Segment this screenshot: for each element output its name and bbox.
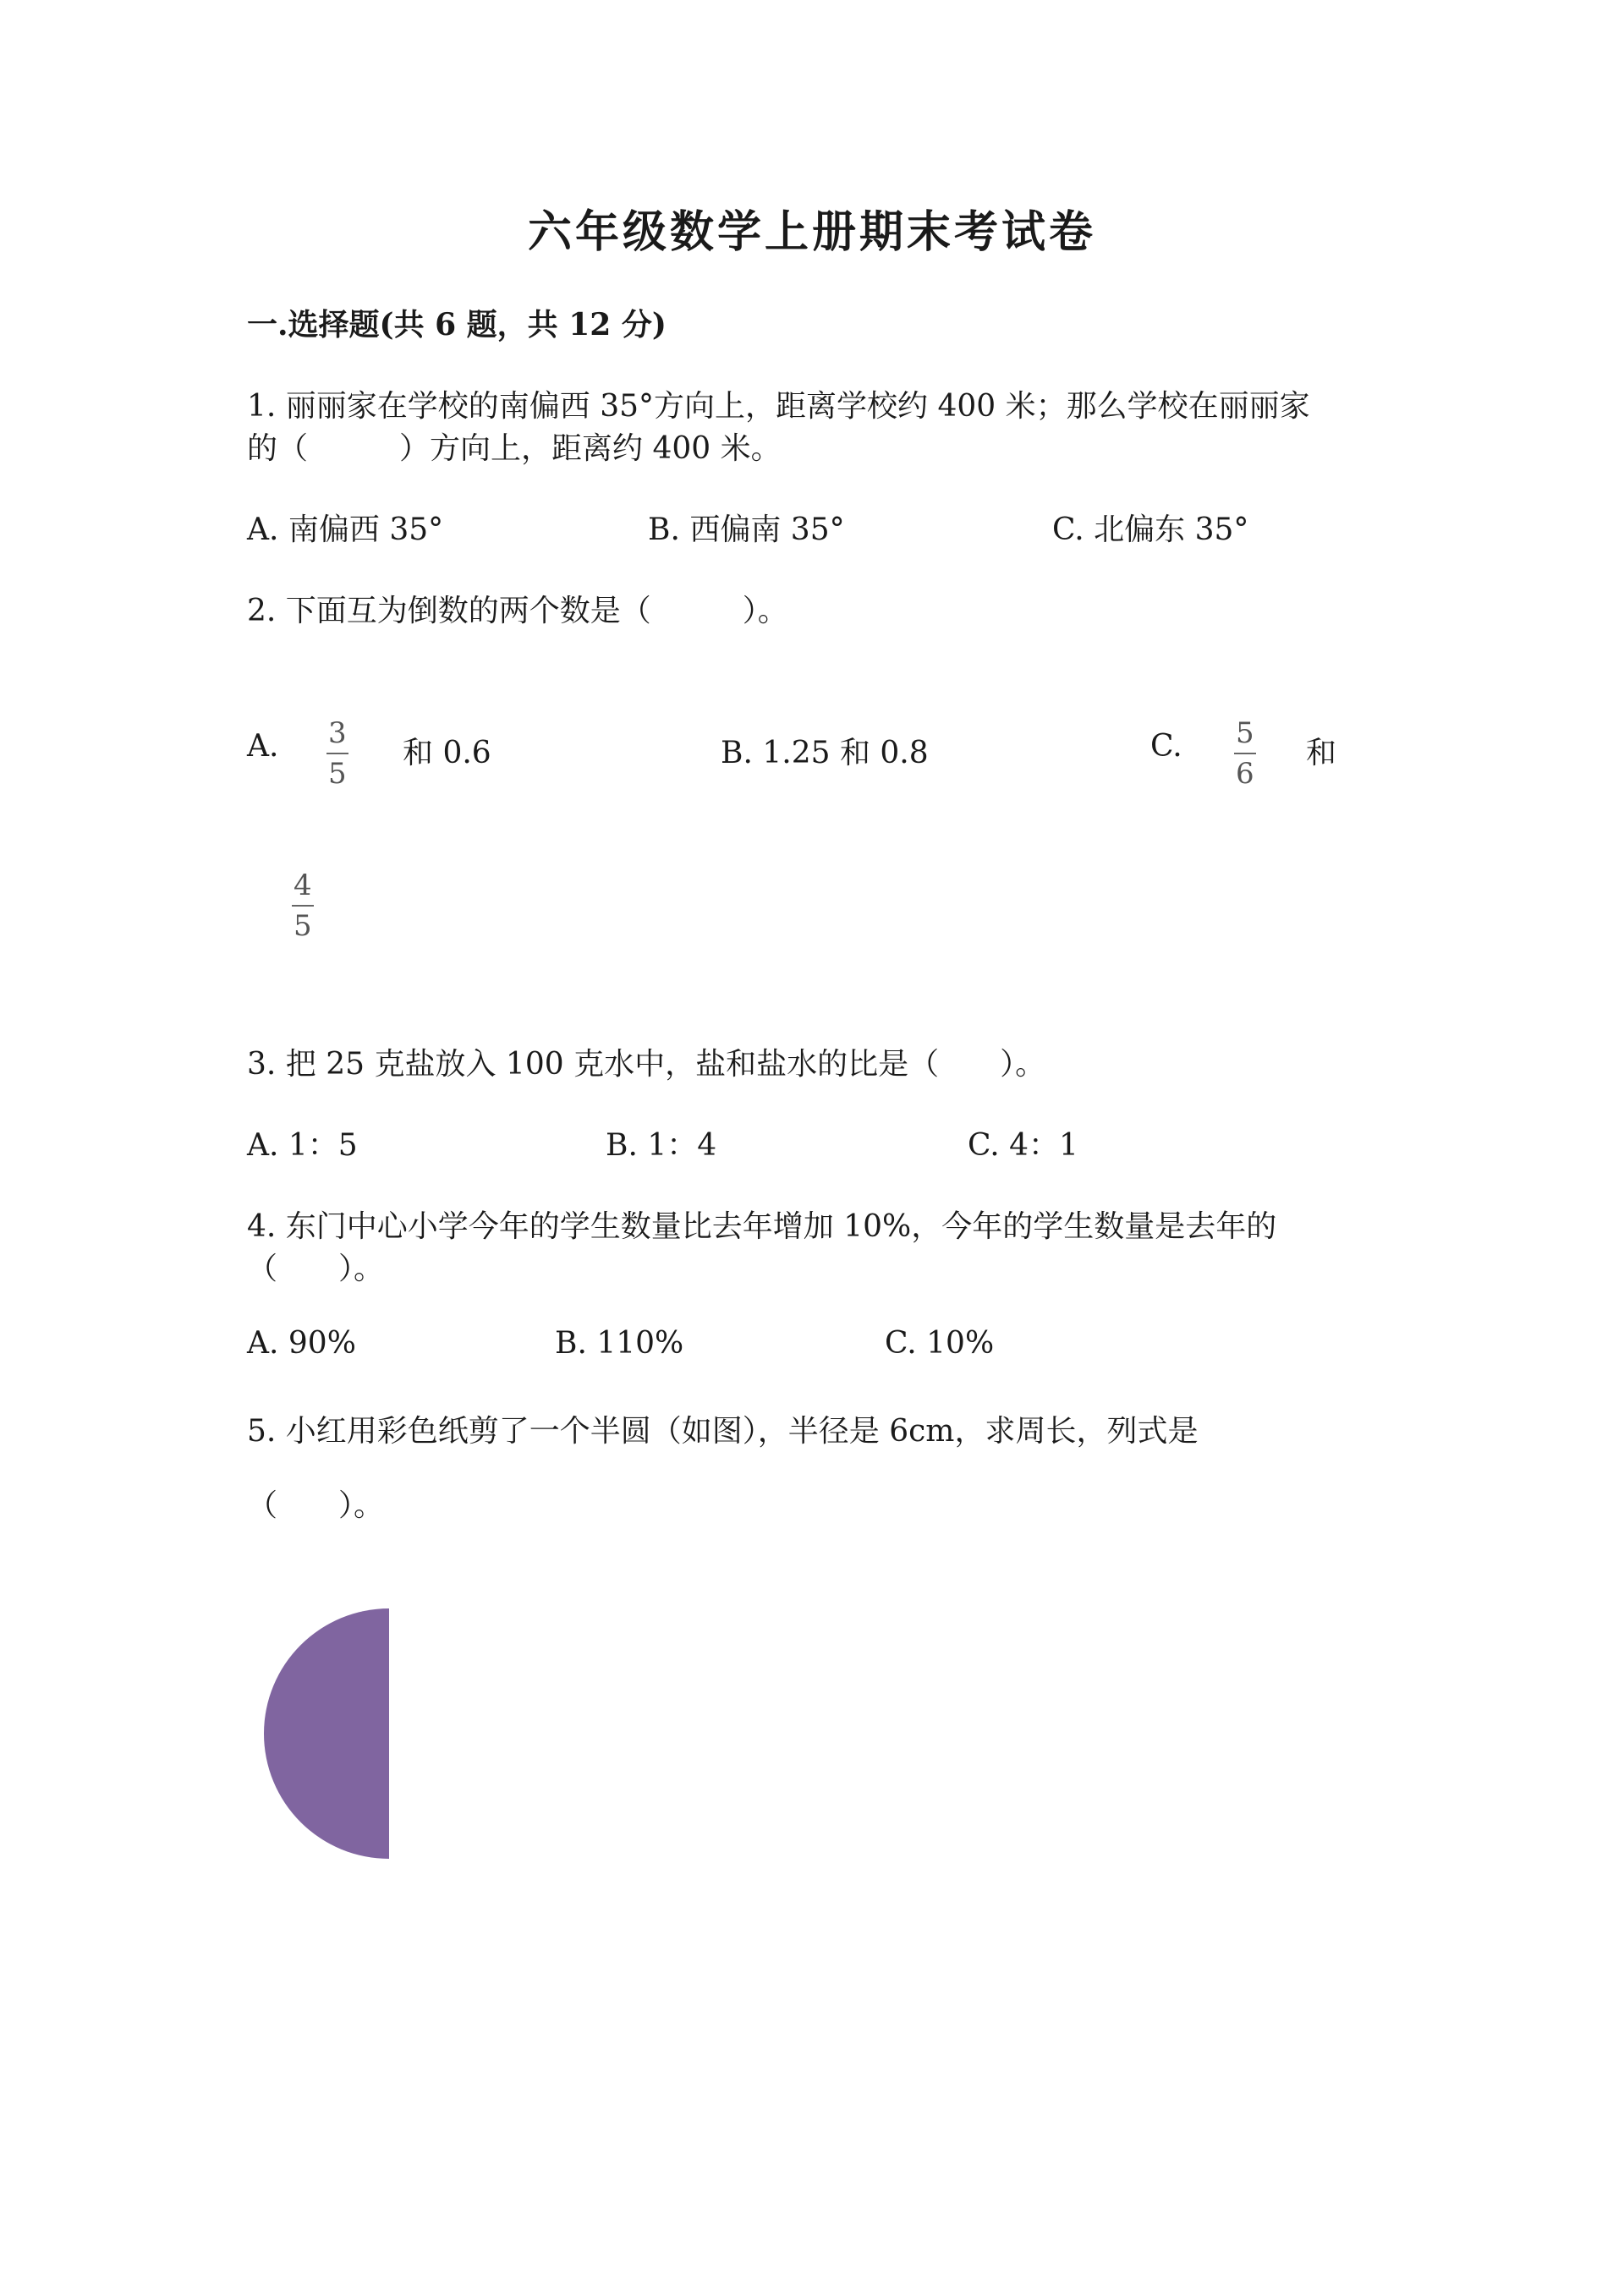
fraction-numerator: 3 bbox=[328, 716, 347, 750]
question-4-line-2: （ ）。 bbox=[247, 1252, 385, 1286]
question-2-option-b: B. 1.25 和 0.8 bbox=[721, 736, 929, 770]
question-2-option-a-fraction bbox=[325, 716, 350, 791]
question-5-line-1: 5. 小红用彩色纸剪了一个半圆（如图），半径是 6cm，求周长，列式是 bbox=[247, 1414, 1199, 1449]
semicircle-figure bbox=[262, 1607, 398, 1860]
question-1-option-a: A. 南偏西 35° bbox=[247, 512, 444, 547]
question-2-text: 2. 下面互为倒数的两个数是（ ）。 bbox=[247, 594, 788, 628]
question-5-line-2: （ ）。 bbox=[247, 1488, 385, 1523]
question-3-option-b: B. 1：4 bbox=[606, 1128, 717, 1163]
fraction-denominator: 6 bbox=[1236, 757, 1254, 791]
question-2-option-c-fraction-1 bbox=[1232, 716, 1258, 791]
section-heading: 一.选择题(共 6 题，共 12 分) bbox=[247, 307, 667, 342]
page-title: 六年级数学上册期末考试卷 bbox=[527, 206, 1096, 258]
fraction-numerator: 4 bbox=[294, 869, 312, 902]
question-3-text: 3. 把 25 克盐放入 100 克水中，盐和盐水的比是（ ）。 bbox=[247, 1047, 1046, 1082]
question-4-line-1: 4. 东门中心小学今年的学生数量比去年增加 10%，今年的学生数量是去年的 bbox=[247, 1209, 1277, 1244]
fraction-denominator: 5 bbox=[328, 757, 347, 791]
question-2-option-c-label: C. bbox=[1150, 729, 1182, 764]
fraction-denominator: 5 bbox=[294, 909, 312, 943]
question-1-option-c: C. 北偏东 35° bbox=[1052, 512, 1249, 547]
question-2-option-c-and: 和 bbox=[1306, 736, 1337, 770]
question-2-option-c-fraction-2 bbox=[290, 869, 315, 943]
question-4-option-a: A. 90% bbox=[247, 1326, 356, 1361]
question-1-line-1: 1. 丽丽家在学校的南偏西 35°方向上，距离学校约 400 米；那么学校在丽丽家 bbox=[247, 389, 1310, 424]
question-4-option-b: B. 110% bbox=[555, 1326, 684, 1361]
fraction-numerator: 5 bbox=[1236, 716, 1254, 750]
question-1-option-b: B. 西偏南 35° bbox=[648, 512, 845, 547]
question-3-option-c: C. 4：1 bbox=[968, 1128, 1078, 1163]
question-2-option-a-tail: 和 0.6 bbox=[403, 736, 491, 770]
question-2-option-a-label: A. bbox=[247, 729, 279, 764]
semicircle-shape bbox=[264, 1608, 389, 1859]
question-4-option-c: C. 10% bbox=[885, 1326, 995, 1361]
question-1-line-2: 的（ ）方向上，距离约 400 米。 bbox=[247, 431, 782, 466]
question-3-option-a: A. 1：5 bbox=[247, 1128, 358, 1163]
